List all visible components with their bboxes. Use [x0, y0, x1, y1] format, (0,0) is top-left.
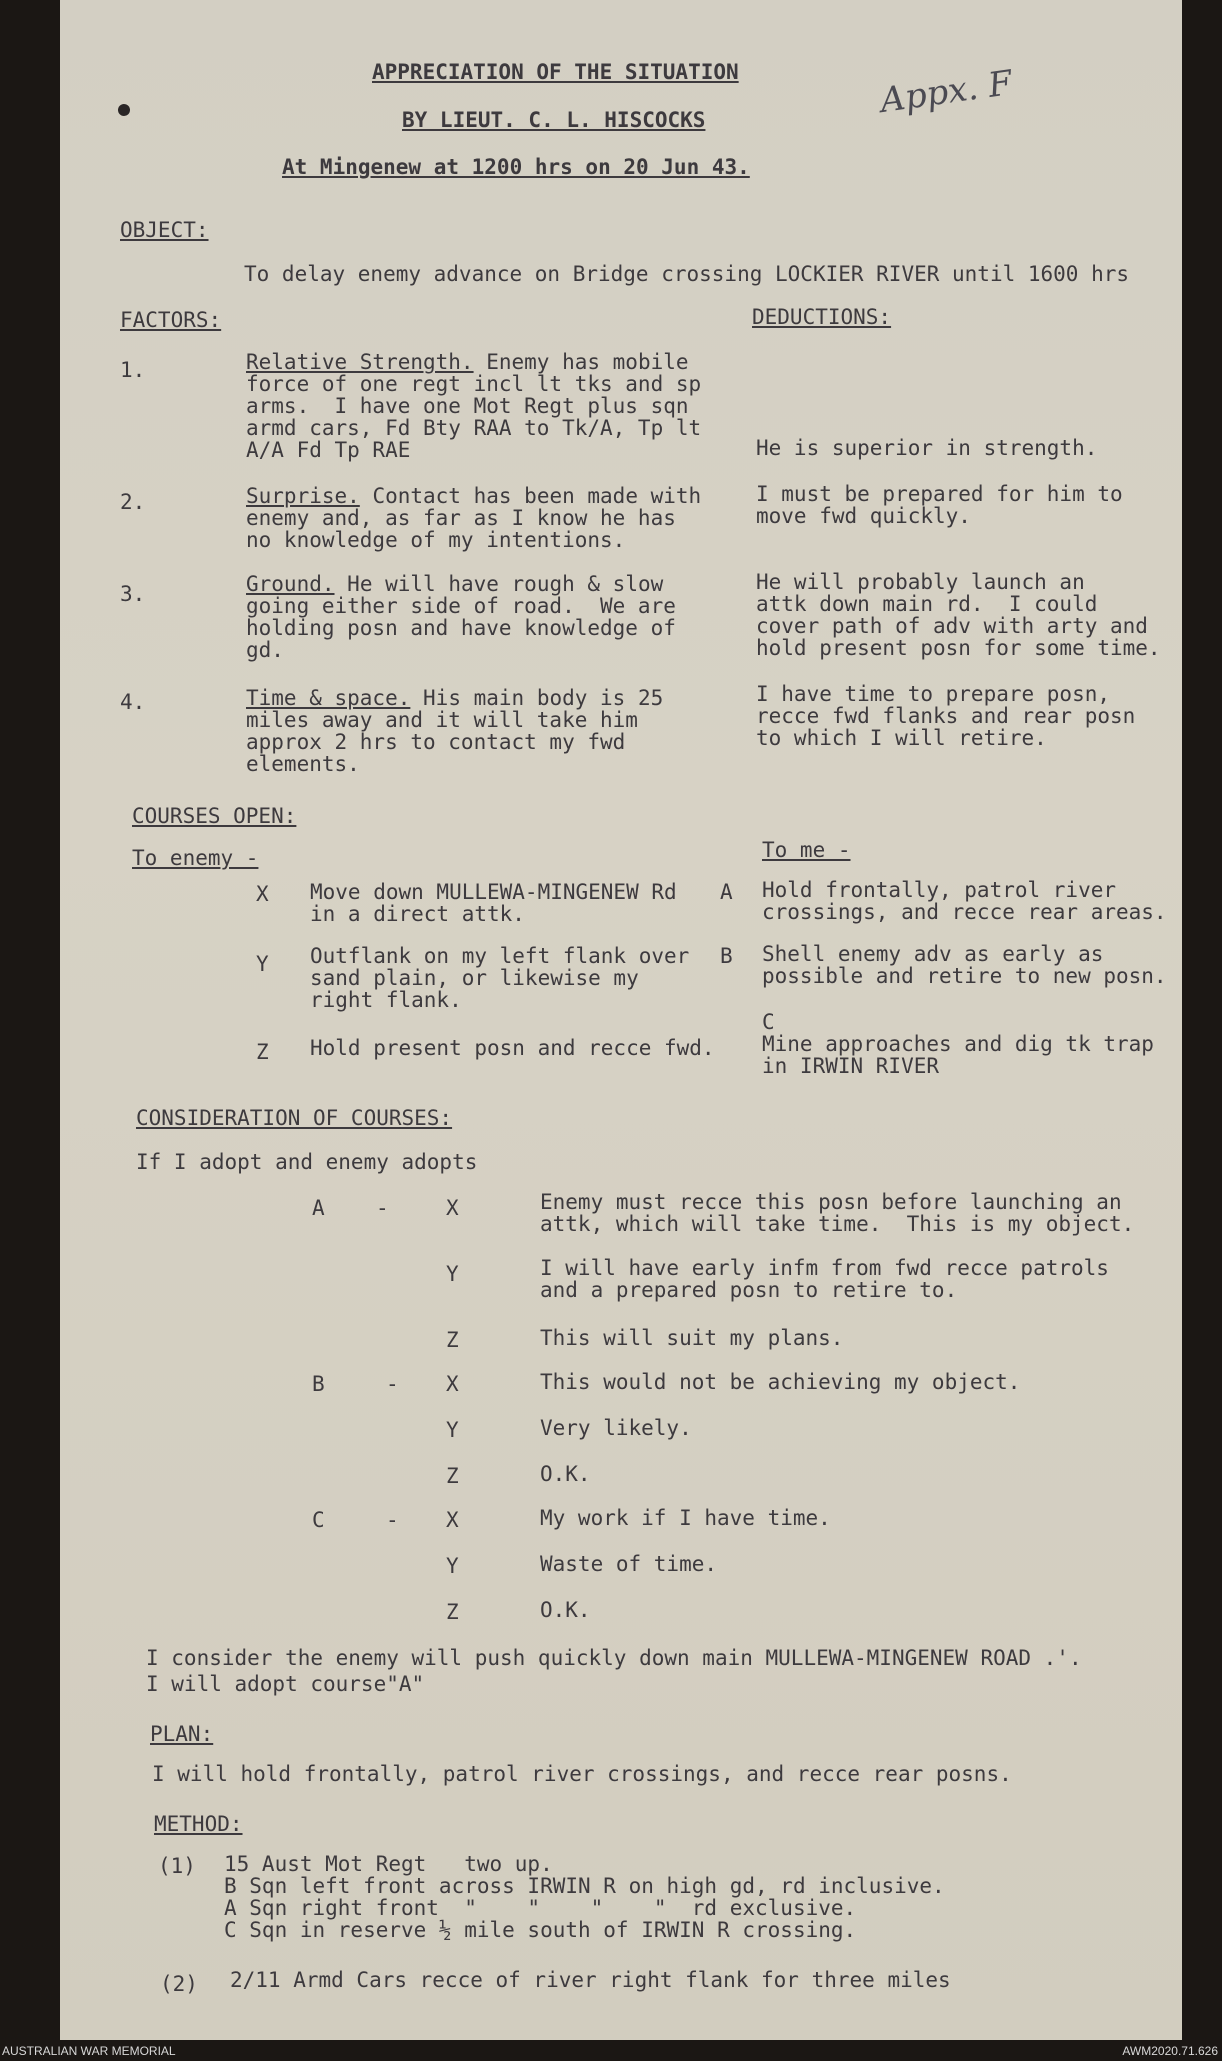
footer-left: AUSTRALIAN WAR MEMORIAL [2, 2044, 176, 2058]
factor-line: force of one regt incl lt tks and sp [246, 372, 702, 396]
courses-heading: COURSES OPEN: [132, 804, 297, 828]
enemy-course: Z [446, 1328, 459, 1352]
course-letter: Z [256, 1040, 269, 1064]
factor-number: 4. [120, 690, 146, 714]
enemy-course: Y [446, 1554, 459, 1578]
conclusion-line: I will adopt course"A" [146, 1672, 425, 1696]
method-line: 15 Aust Mot Regt two up. [224, 1852, 553, 1876]
enemy-course: X [446, 1372, 459, 1396]
method-line: A Sqn right front " " " " rd exclusive. [224, 1896, 857, 1920]
mine-course: B [312, 1372, 325, 1396]
me-line: in IRWIN RIVER [762, 1054, 940, 1078]
deduction-line: to which I will retire. [756, 726, 1047, 750]
factor-title-text: Ground. [246, 572, 335, 596]
factor-line: enemy and, as far as I know he has [246, 506, 676, 530]
row-dash: - [386, 1508, 399, 1532]
consideration-heading: CONSIDERATION OF COURSES: [136, 1106, 453, 1130]
factor-line: Enemy has mobile [486, 350, 689, 374]
consideration-line: O.K. [540, 1462, 591, 1486]
me-line: Shell enemy adv as early as [762, 942, 1104, 966]
consideration-intro: If I adopt and enemy adopts [136, 1150, 478, 1174]
factor-line: holding posn and have knowledge of [246, 616, 676, 640]
factor-line: A/A Fd Tp RAE [246, 438, 411, 462]
enemy-course: X [446, 1196, 459, 1220]
consideration-line: This will suit my plans. [540, 1326, 844, 1350]
factor-line: going either side of road. We are [246, 594, 676, 618]
document-place-time: At Mingenew at 1200 hrs on 20 Jun 43. [282, 155, 750, 179]
me-line: Mine approaches and dig tk trap [762, 1032, 1154, 1056]
plan-heading: PLAN: [150, 1722, 214, 1746]
factor-line: Contact has been made with [372, 484, 702, 508]
consideration-line: Enemy must recce this posn before launching an [540, 1190, 1122, 1214]
document-author: BY LIEUT. C. L. HISCOCKS [402, 108, 706, 132]
deduction-line: attk down main rd. I could [756, 592, 1098, 616]
course-line: Move down MULLEWA-MINGENEW Rd [310, 880, 677, 904]
factor-line: approx 2 hrs to contact my fwd [246, 730, 626, 754]
factor-title-text: Time & space. [246, 686, 411, 710]
consideration-line: This would not be achieving my object. [540, 1370, 1021, 1394]
plan-text: I will hold frontally, patrol river crossings, and recce rear posns. [152, 1762, 1012, 1786]
me-line: crossings, and recce rear areas. [762, 900, 1167, 924]
enemy-course: Z [446, 1464, 459, 1488]
course-line: sand plain, or likewise my [310, 966, 639, 990]
factor-title-text: Surprise. [246, 484, 360, 508]
consideration-line: O.K. [540, 1598, 591, 1622]
appendix-annotation: Appx. F [877, 62, 1015, 122]
footer-right: AWM2020.71.626 [1122, 2044, 1218, 2058]
deduction-line: cover path of adv with arty and [756, 614, 1148, 638]
factor-line: armd cars, Fd Bty RAA to Tk/A, Tp lt [246, 416, 702, 440]
method-number: (1) [158, 1854, 196, 1878]
factor-title [246, 686, 663, 710]
course-line: Outflank on my left flank over [310, 944, 690, 968]
factor-line: elements. [246, 752, 360, 776]
factor-number: 2. [120, 490, 146, 514]
course-tag: B [720, 944, 733, 968]
course-tag: C [762, 1010, 775, 1034]
to-enemy-heading: To enemy - [132, 846, 259, 870]
method-heading: METHOD: [154, 1812, 243, 1836]
consideration-line: Very likely. [540, 1416, 692, 1440]
factor-title [246, 484, 701, 508]
object-heading: OBJECT: [120, 218, 209, 242]
factor-line: arms. I have one Mot Regt plus sqn [246, 394, 689, 418]
deduction-line: recce fwd flanks and rear posn [756, 704, 1136, 728]
consideration-line: My work if I have time. [540, 1506, 831, 1530]
factors-heading: FACTORS: [120, 308, 222, 332]
me-line: Hold frontally, patrol river [762, 878, 1117, 902]
deduction-line: hold present posn for some time. [756, 636, 1161, 660]
method-line: C Sqn in reserve ½ mile south of IRWIN R crossing. [224, 1918, 857, 1942]
enemy-course: X [446, 1508, 459, 1532]
course-line: right flank. [310, 988, 462, 1012]
to-me-heading: To me - [762, 838, 851, 862]
consideration-line: attk, which will take time. This is my object. [540, 1212, 1135, 1236]
document-title: APPRECIATION OF THE SITUATION [372, 60, 739, 84]
consideration-line: and a prepared posn to retire to. [540, 1278, 958, 1302]
factor-title [246, 572, 663, 596]
factor-line: miles away and it will take him [246, 708, 638, 732]
mine-course: A [312, 1196, 325, 1220]
factor-title [246, 350, 689, 374]
conclusion-line: I consider the enemy will push quickly down main MULLEWA-MINGENEW ROAD .'. [146, 1646, 1082, 1670]
punch-hole [118, 104, 130, 116]
enemy-course: Y [446, 1418, 459, 1442]
me-line: possible and retire to new posn. [762, 964, 1167, 988]
consideration-line: Waste of time. [540, 1552, 718, 1576]
factor-line: He will have rough & slow [347, 572, 664, 596]
factor-title-text: Relative Strength. [246, 350, 474, 374]
method-line: 2/11 Armd Cars recce of river right flank for three miles [230, 1968, 951, 1992]
method-number: (2) [160, 1972, 198, 1996]
factor-number: 3. [120, 582, 146, 606]
deduction-line: I have time to prepare posn, [756, 682, 1111, 706]
course-tag: A [720, 880, 733, 904]
deduction-line: He will probably launch an [756, 570, 1085, 594]
course-line: in a direct attk. [310, 902, 525, 926]
mine-course: C [312, 1508, 325, 1532]
row-dash: - [386, 1372, 399, 1396]
enemy-course: Y [446, 1262, 459, 1286]
factor-number: 1. [120, 358, 146, 382]
deductions-heading: DEDUCTIONS: [752, 305, 892, 329]
factor-line: gd. [246, 638, 284, 662]
object-text: To delay enemy advance on Bridge crossing LOCKIER RIVER until 1600 hrs [244, 262, 1130, 286]
factor-line: His main body is 25 [423, 686, 664, 710]
method-line: B Sqn left front across IRWIN R on high gd, rd inclusive. [224, 1874, 945, 1898]
enemy-course: Z [446, 1600, 459, 1624]
factor-line: no knowledge of my intentions. [246, 528, 626, 552]
course-line: Hold present posn and recce fwd. [310, 1036, 715, 1060]
document-page [60, 0, 1182, 2040]
course-letter: X [256, 882, 269, 906]
deduction-line: He is superior in strength. [756, 436, 1098, 460]
consideration-line: I will have early infm from fwd recce patrols [540, 1256, 1109, 1280]
course-letter: Y [256, 952, 269, 976]
deduction-line: I must be prepared for him to [756, 482, 1123, 506]
deduction-line: move fwd quickly. [756, 504, 971, 528]
row-dash: - [376, 1196, 389, 1220]
